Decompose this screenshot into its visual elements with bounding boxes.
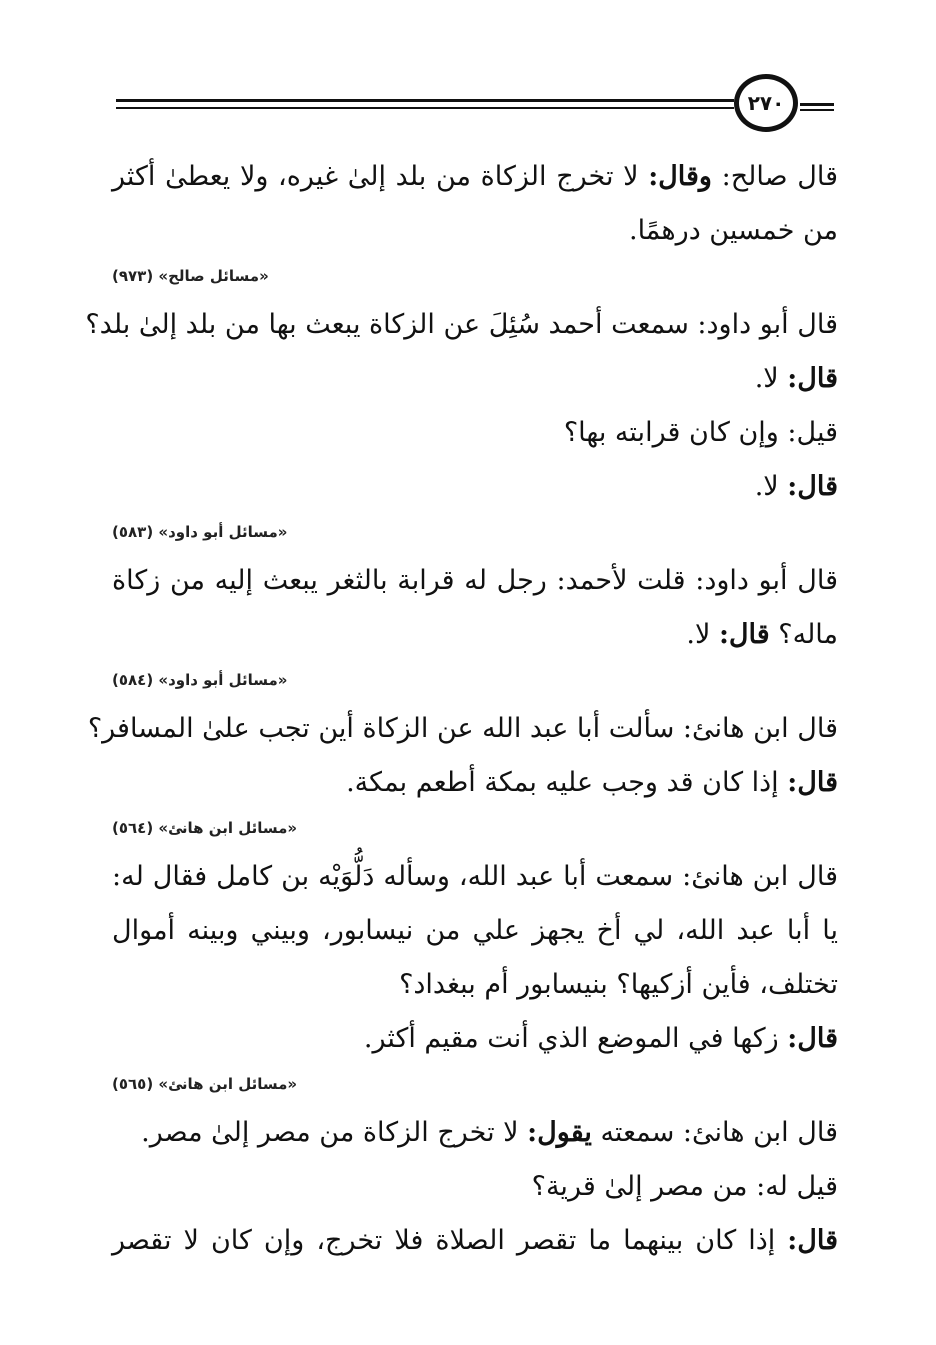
text-run: إذا كان بينهما ما تقصر الصلاة فلا تخرج، وإن كان لا تقصر [112,1225,788,1256]
text-run: لا تخرج الزكاة من بلد إلىٰ غيره، ولا يعطىٰ أكثر [112,161,649,192]
text-run: قال أبو داود: سمعت أحمد سُئِلَ عن الزكاة يبعث بها من بلد إلىٰ بلد؟ [85,309,838,340]
text-run: قال ابن هانئ: سمعت أبا عبد الله، وسأله دَلُّوَيْه بن كامل فقال له: [112,861,838,892]
source-citation: «مسائل أبو داود» (٥٨٤) [112,671,288,689]
text-run: تختلف، فأين أزكيها؟ بنيسابور أم ببغداد؟ [399,969,838,1000]
text-run: زكها في الموضع الذي أنت مقيم أكثر. [363,1023,788,1054]
page-header [112,72,838,134]
source-citation: «مسائل ابن هانئ» (٥٦٥) [112,1075,298,1093]
bold-term: قال: [787,1225,838,1256]
text-run: لا. [754,471,788,502]
text-run: قال ابن هانئ: سألت أبا عبد الله عن الزكاة أين تجب علىٰ المسافر؟ [87,713,838,744]
text-line [112,1012,838,1066]
text-run: قال أبو داود: قلت لأحمد: رجل له قرابة بالثغر يبعث إليه من زكاة [112,565,838,596]
header-rule-right [800,103,834,106]
bold-term: قال: [787,767,838,798]
text-run: لا تخرج الزكاة من مصر إلىٰ مصر. [141,1117,528,1148]
text-line [112,204,838,258]
text-run: لا. [686,619,719,650]
bold-term: يقول: [527,1117,592,1148]
paragraph [85,298,838,514]
bold-term: قال: [787,1023,838,1054]
paragraph [87,702,838,810]
text-line [112,150,838,204]
header-rule [116,99,734,102]
text-line [112,554,838,608]
bold-term: قال: [718,619,770,650]
source-citation: «مسائل صالح» (٩٧٣) [112,267,269,285]
text-line [112,460,838,514]
page-number: ٢٧٠ [734,74,798,132]
text-line [85,298,838,352]
text-run: قيل: وإن كان قرابته بها؟ [563,417,838,448]
bold-term: قال: [787,363,838,394]
paragraph [112,554,838,662]
text-run: لا. [754,363,788,394]
bold-term: وقال: [648,161,712,192]
text-run: إذا كان قد وجب عليه بمكة أطعم بمكة. [346,767,788,798]
text-run: يا أبا عبد الله، لي أخ يجهز علي من نيسابور، وبيني وبينه أموال [112,915,838,946]
text-line [112,1214,838,1268]
page-body [85,150,838,1268]
text-run: قال ابن هانئ: سمعته [591,1117,838,1148]
text-line [112,958,838,1012]
text-line [112,850,838,904]
source-citation: «مسائل أبو داود» (٥٨٣) [112,523,288,541]
text-run: قيل له: من مصر إلىٰ قرية؟ [531,1171,838,1202]
text-line [112,608,838,662]
text-line [112,406,838,460]
text-run: ماله؟ [769,619,838,650]
paragraph [112,150,838,258]
paragraph [112,850,838,1066]
header-rule-right [800,109,834,111]
text-line [112,1106,838,1160]
paragraph [112,1106,838,1268]
header-rule [116,107,734,109]
text-line [112,352,838,406]
text-line [112,1160,838,1214]
source-citation: «مسائل ابن هانئ» (٥٦٤) [112,819,298,837]
text-line [112,756,838,810]
bold-term: قال: [787,471,838,502]
text-line [87,702,838,756]
text-run: قال صالح: [711,161,838,192]
text-run: من خمسين درهمًا. [629,215,838,246]
text-line [112,904,838,958]
